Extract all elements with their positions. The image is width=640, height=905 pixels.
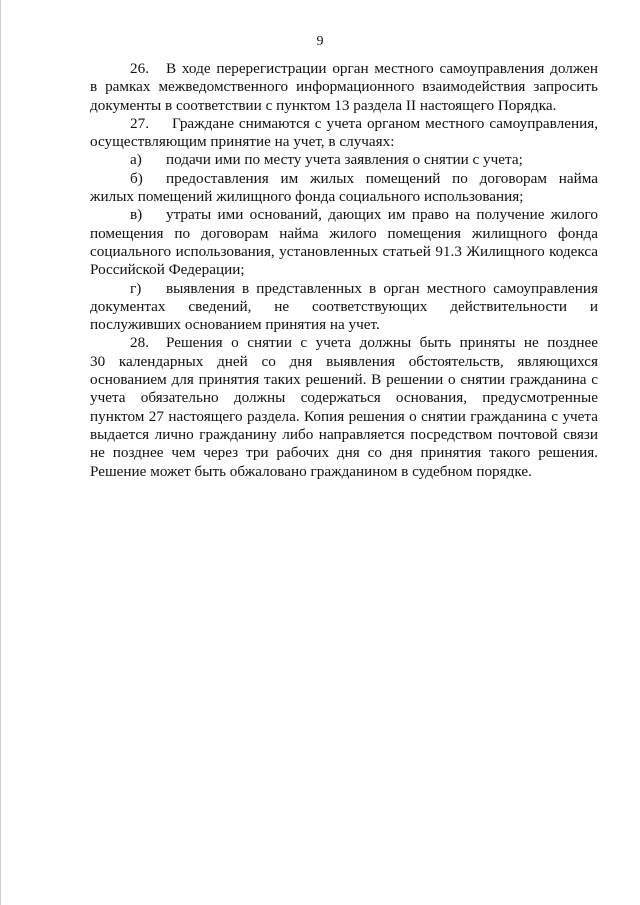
list-item-letter: а) bbox=[130, 151, 142, 169]
paragraph-28-line-6: выдается лично гражданину либо направляется посредством почтовой связи bbox=[90, 425, 598, 443]
list-item-g bbox=[90, 280, 598, 298]
paragraph-27-line-2: осуществляющим принятие на учет, в случаях: bbox=[90, 133, 395, 151]
paragraph-26-line-1 bbox=[90, 60, 598, 78]
paragraph-number: 26. bbox=[130, 60, 149, 77]
paragraph-number: 27. bbox=[130, 114, 149, 132]
paragraph-number: 28. bbox=[130, 334, 149, 352]
paragraph-28 bbox=[90, 334, 598, 480]
paragraph-26-line-2: в рамках межведомственного информационного взаимодействия запросить bbox=[90, 78, 598, 96]
list-item-v bbox=[90, 206, 598, 224]
paragraph-26 bbox=[90, 60, 598, 115]
list-item-text: предоставления им жилых помещений по договорам найма bbox=[166, 169, 598, 187]
paragraph-28-line-3: основанием для принятия таких решений. В решении о снятии гражданина с bbox=[90, 371, 598, 389]
list-item-g-line-3: послуживших основанием принятия на учет. bbox=[90, 316, 380, 334]
list-item-b-line-2: жилых помещений жилищного фонда социального использования; bbox=[90, 188, 524, 206]
list-item-letter: в) bbox=[130, 206, 143, 224]
paragraph-text: Граждане снимаются с учета органом местного самоуправления, bbox=[172, 114, 598, 132]
paragraph-27 bbox=[90, 115, 598, 335]
paragraph-28-line-8: Решение может быть обжаловано гражданином в судебном порядке. bbox=[90, 462, 532, 480]
list-item-g-line-2: документах сведений, не соответствующих действительности и bbox=[90, 297, 598, 315]
document-body bbox=[90, 60, 598, 481]
paragraph-28-line-7: не позднее чем через три рабочих дня со дня принятия такого решения. bbox=[90, 444, 598, 462]
list-item-text: подачи ими по месту учета заявления о снятии с учета; bbox=[166, 151, 523, 169]
paragraph-text: Решения о снятии с учета должны быть приняты не позднее bbox=[166, 334, 598, 352]
list-item-b bbox=[90, 170, 598, 188]
list-item-letter: г) bbox=[130, 279, 142, 297]
paragraph-28-line-4: учета обязательно должны содержаться основания, предусмотренные bbox=[90, 389, 598, 407]
list-item-v-line-4: Российской Федерации; bbox=[90, 261, 245, 279]
list-item-a bbox=[90, 151, 598, 169]
list-item-v-line-3: социального использования, установленных статьей 91.3 Жилищного кодекса bbox=[90, 242, 598, 260]
paragraph-27-line-1 bbox=[90, 115, 598, 133]
paragraph-26-line-3: документы в соответствии с пунктом 13 раздела II настоящего Порядка. bbox=[90, 96, 557, 114]
list-item-v-line-2: помещения по договорам найма жилого помещения жилищного фонда bbox=[90, 224, 598, 242]
list-item-text: выявления в представленных в орган местного самоуправления bbox=[166, 279, 598, 297]
paragraph-28-line-1 bbox=[90, 334, 598, 352]
paragraph-28-line-5: пунктом 27 настоящего раздела. Копия решения о снятии гражданина с учета bbox=[90, 407, 598, 425]
paragraph-text: В ходе перерегистрации орган местного самоуправления должен bbox=[166, 60, 598, 77]
list-item-letter: б) bbox=[130, 169, 143, 187]
paragraph-28-line-2: 30 календарных дней со дня выявления обстоятельств, являющихся bbox=[90, 352, 598, 370]
scan-edge-line bbox=[0, 0, 1, 905]
page-number: 9 bbox=[316, 34, 324, 49]
list-item-text: утраты ими оснований, дающих им право на получение жилого bbox=[166, 206, 598, 224]
